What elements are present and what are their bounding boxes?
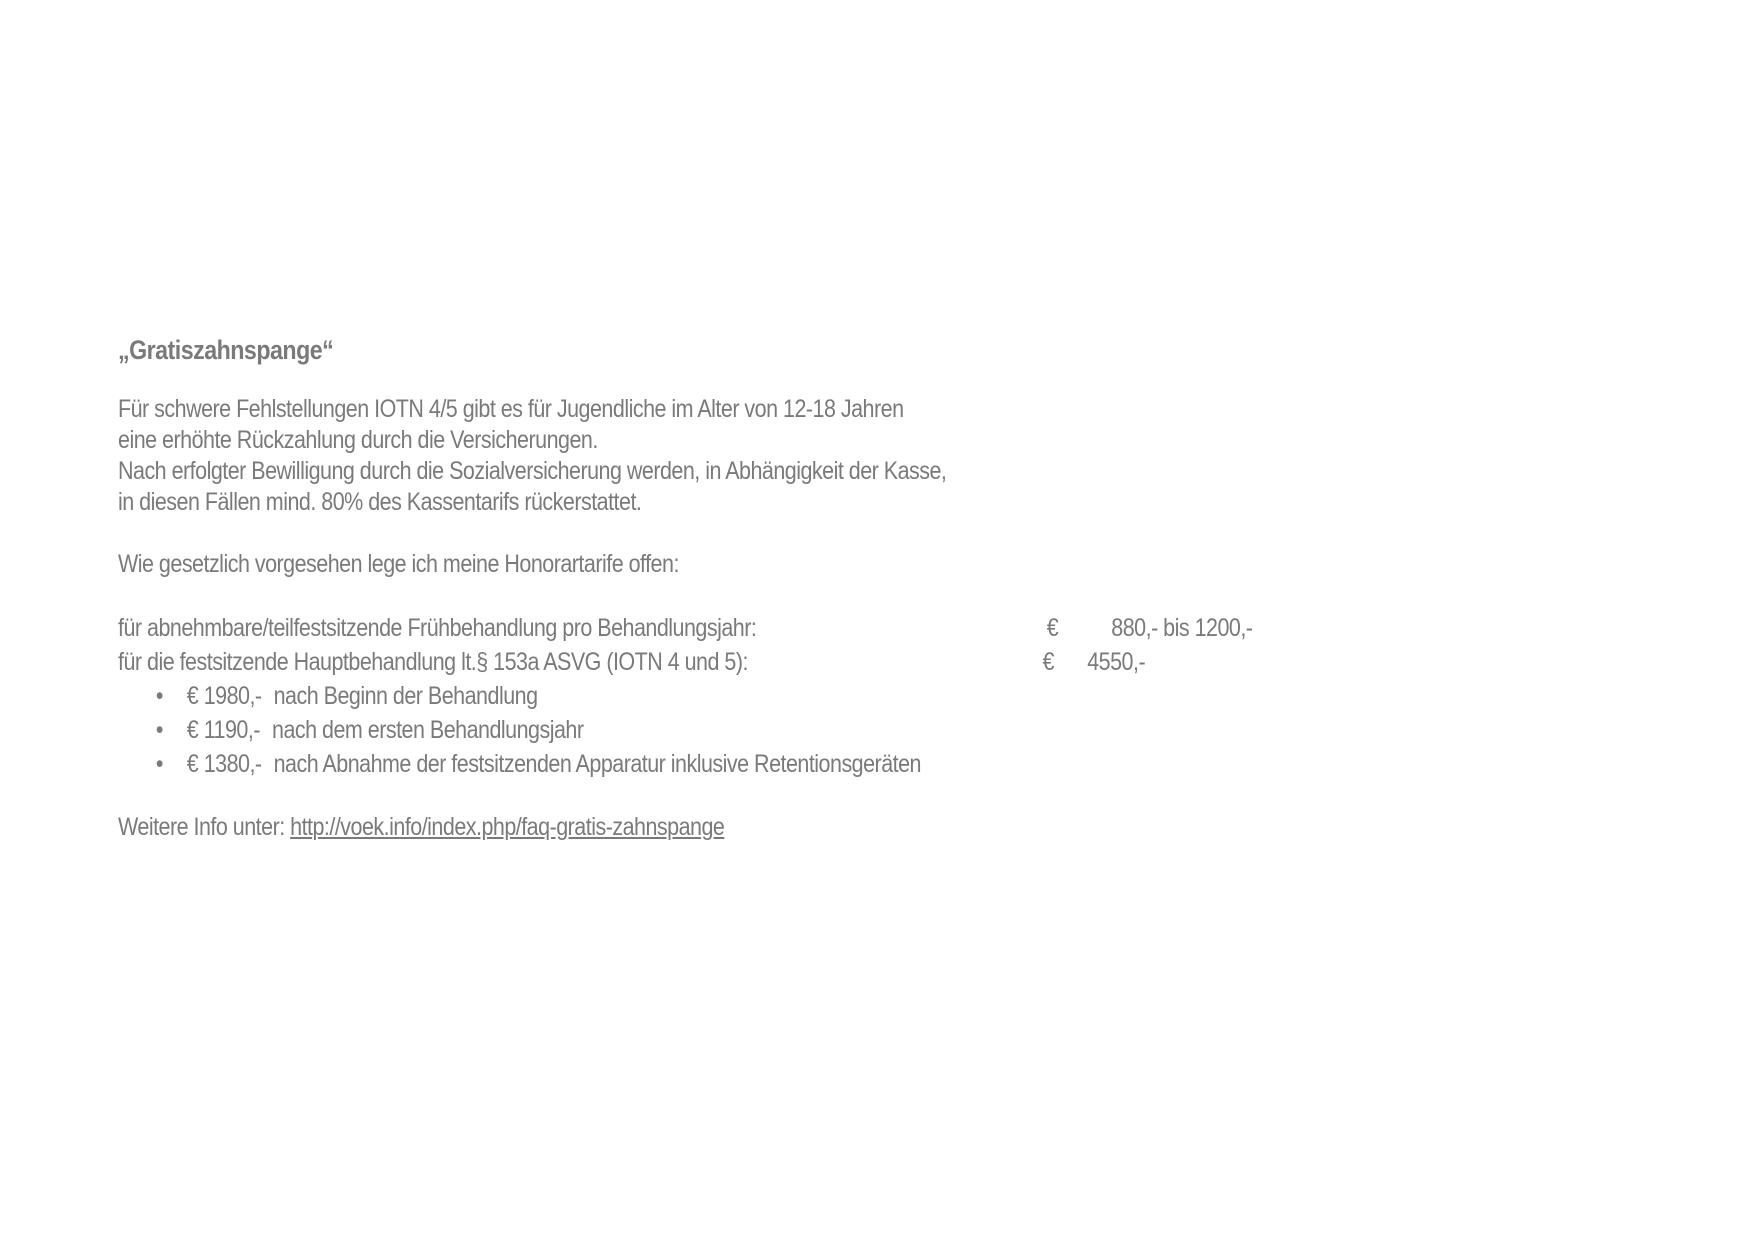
installment-text: nach Beginn der Behandlung: [273, 682, 538, 710]
installment-text: nach dem ersten Behandlungsjahr: [272, 716, 584, 744]
intro-line: Nach erfolgter Bewilligung durch die Sozialversicherung werden, in Abhängigkeit der Kasse,: [118, 457, 947, 485]
tariff-row-early-treatment: [118, 611, 1322, 645]
tariff-label: für die festsitzende Hauptbehandlung lt.§ 153a ASVG (IOTN 4 und 5):: [118, 648, 748, 676]
tariff-currency: €: [1046, 614, 1059, 642]
installment-amount: € 1980,-: [186, 682, 262, 710]
page-title: „Gratiszahnspange“: [118, 335, 334, 365]
tariff-currency: €: [1042, 648, 1054, 676]
list-item: [118, 747, 1322, 781]
intro-line: eine erhöhte Rückzahlung durch die Versicherungen.: [118, 426, 598, 454]
more-info-prefix: Weitere Info unter:: [118, 813, 291, 841]
installment-list: [118, 679, 1322, 781]
installment-amount: € 1380,-: [186, 750, 262, 778]
installment-text: nach Abnahme der festsitzenden Apparatur inklusive Retentionsgeräten: [273, 750, 921, 778]
tariff-row-main-treatment: [118, 645, 1322, 679]
intro-line: Für schwere Fehlstellungen IOTN 4/5 gibt es für Jugendliche im Alter von 12-18 Jahren: [118, 395, 904, 423]
tariff-amount: 880,- bis 1200,-: [1111, 614, 1253, 642]
disclosure-text: Wie gesetzlich vorgesehen lege ich meine Honorartarife offen:: [118, 550, 679, 578]
intro-line: in diesen Fällen mind. 80% des Kassentarifs rückerstattet.: [118, 488, 642, 516]
list-item: [118, 713, 1322, 747]
intro-paragraph: [118, 394, 1322, 518]
bullet-icon: •: [155, 682, 163, 710]
tariff-label: für abnehmbare/teilfestsitzende Frühbehandlung pro Behandlungsjahr:: [118, 614, 757, 642]
tariff-amount: 4550,-: [1087, 648, 1146, 676]
bullet-icon: •: [155, 750, 163, 778]
more-info-line: [118, 812, 1322, 843]
installment-amount: € 1190,-: [186, 716, 260, 744]
bullet-icon: •: [155, 716, 163, 744]
document-body: [118, 330, 1322, 843]
faq-link[interactable]: http://voek.info/index.php/faq-gratis-zahnspange: [290, 813, 725, 841]
list-item: [118, 679, 1322, 713]
